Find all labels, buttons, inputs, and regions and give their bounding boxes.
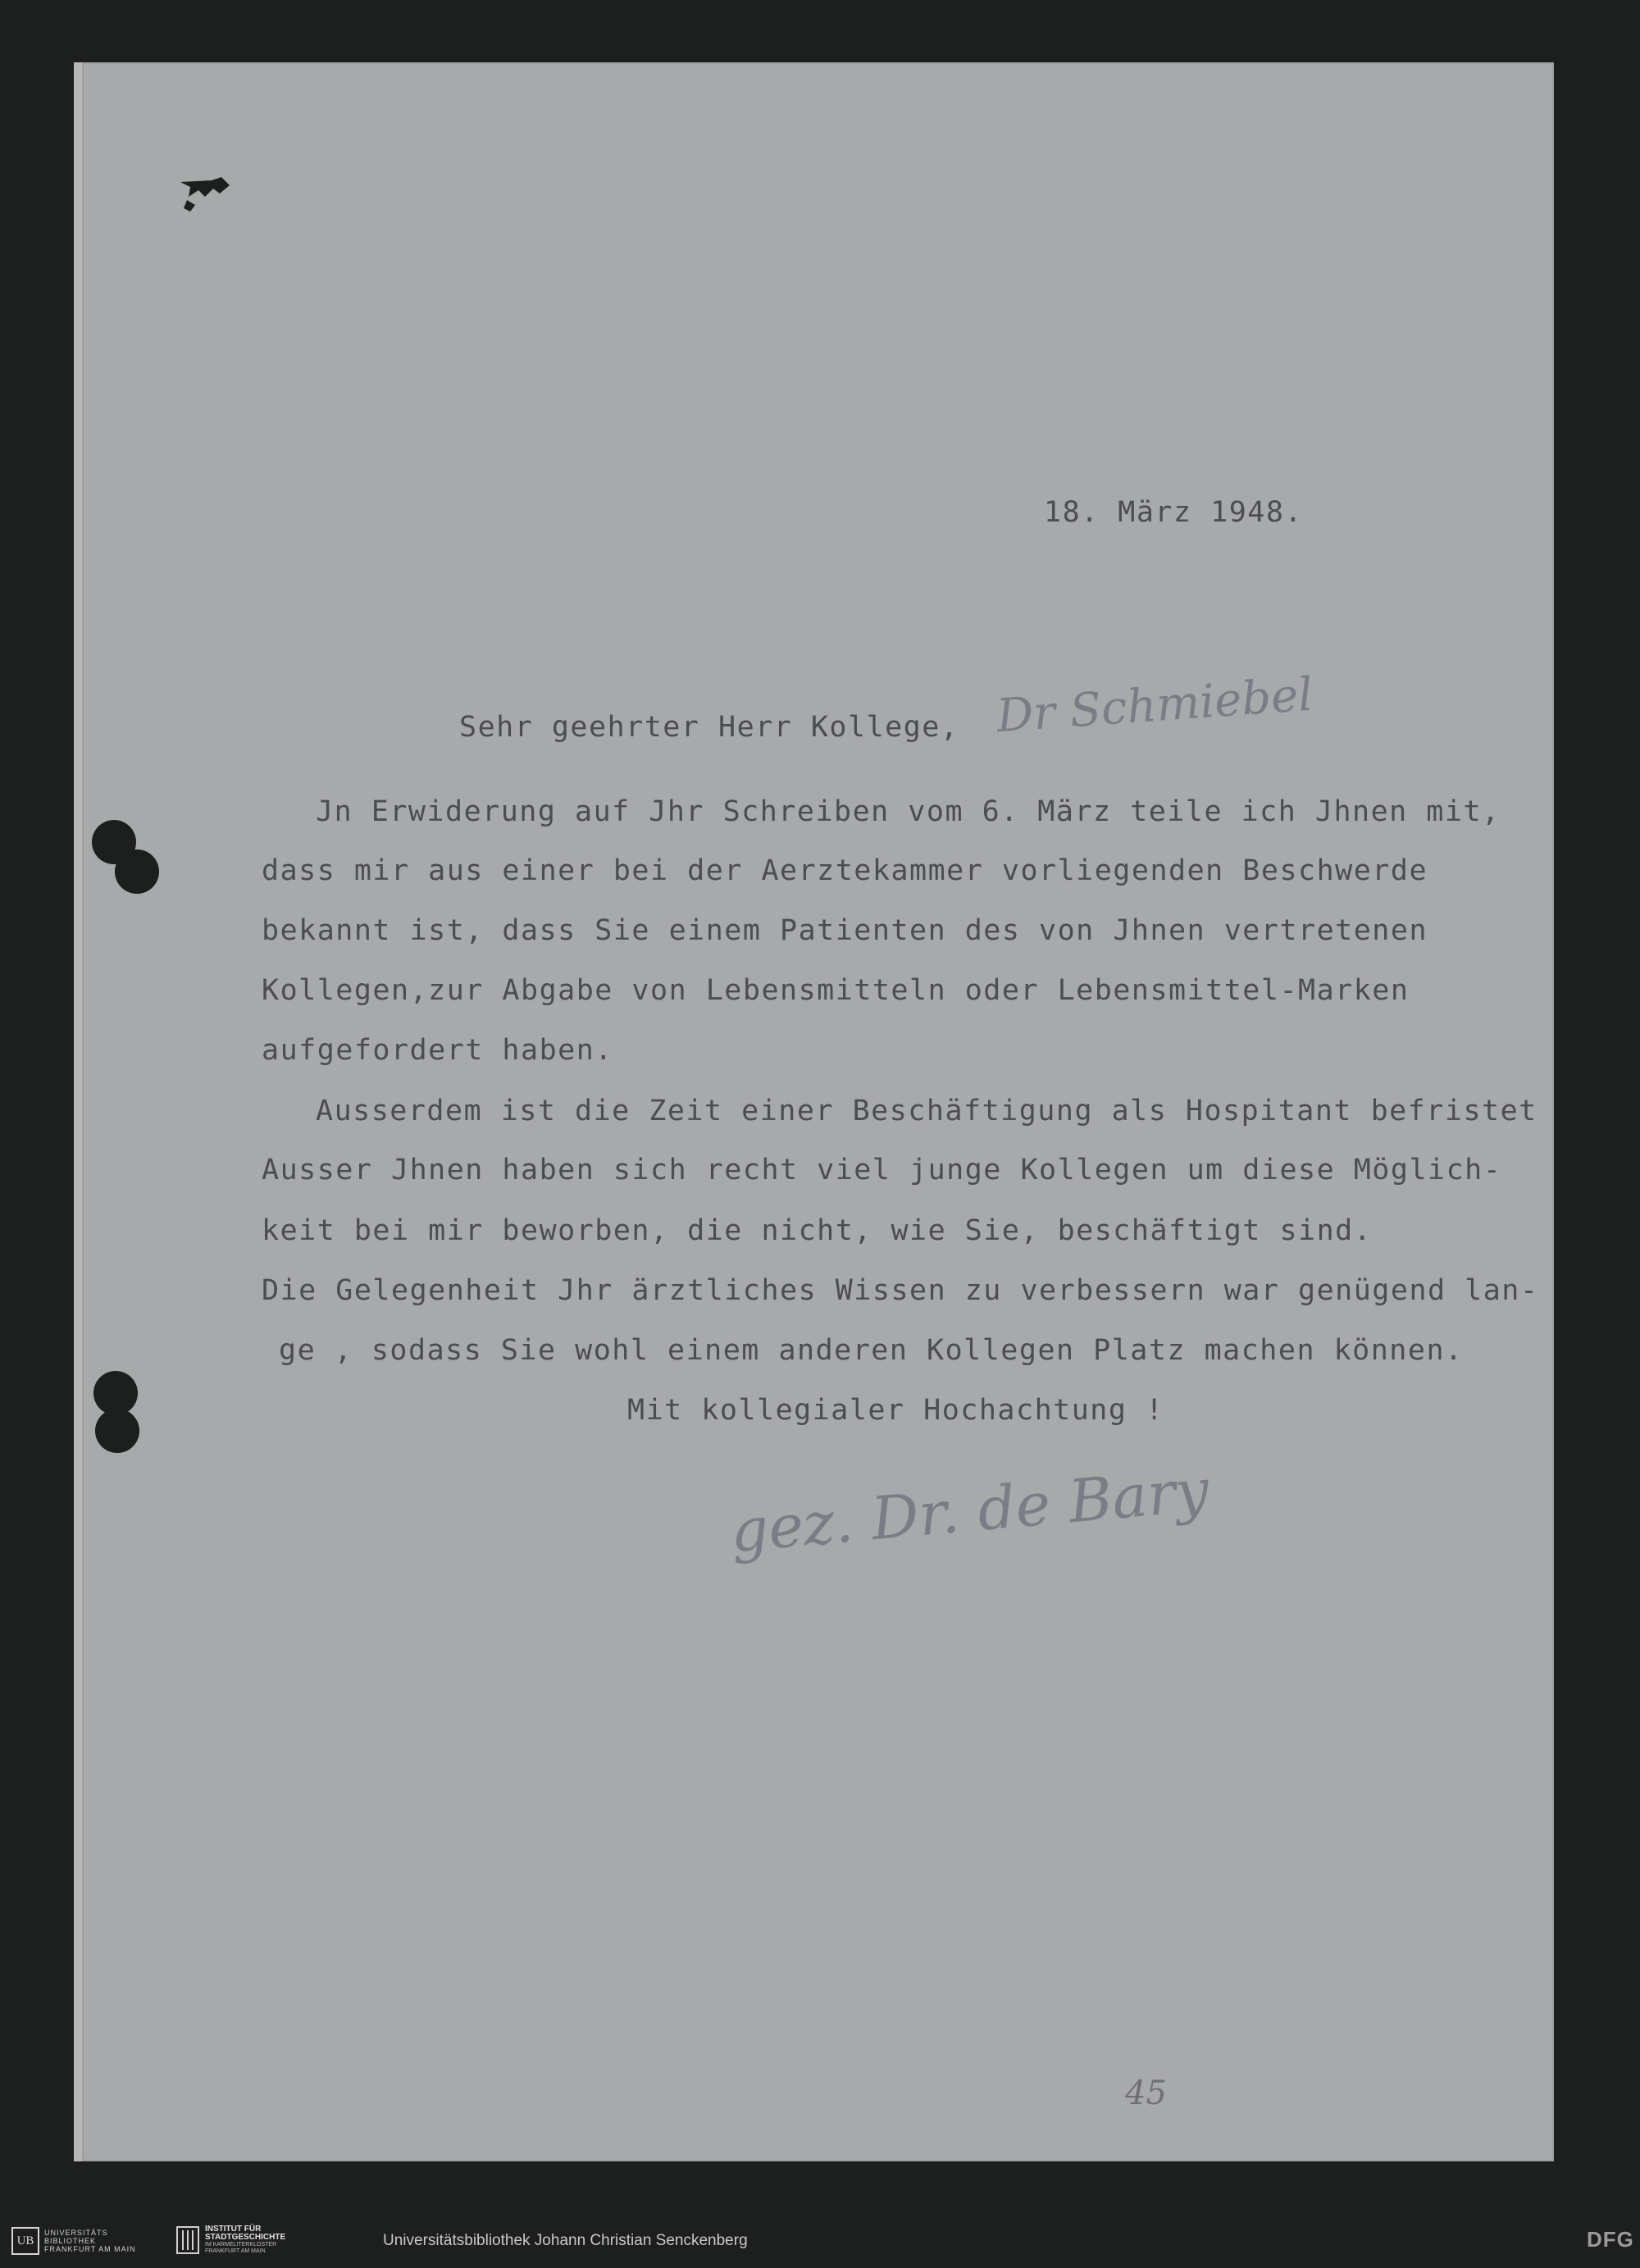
paragraph1-line-4: Kollegen,zur Abgabe von Lebensmitteln oder Lebensmittel-Marken <box>262 974 1410 1007</box>
paragraph1-line-1: Jn Erwiderung auf Jhr Schreiben vom 6. März teile ich Jhnen mit, <box>316 795 1501 828</box>
paragraph2-line-2: Ausser Jhnen haben sich recht viel junge Kollegen um diese Möglich- <box>262 1154 1502 1186</box>
institute-subtitle: IM KARMELITERKLOSTER FRANKFURT AM MAIN <box>205 2242 277 2254</box>
ub-logo-text: UNIVERSITÄTS BIBLIOTHEK FRANKFURT AM MAIN <box>44 2229 136 2253</box>
handwritten-signature: gez. Dr. de Bary <box>727 1455 1212 1566</box>
paragraph2-line-5: ge , sodass Sie wohl einem anderen Kollegen Platz machen können. <box>279 1334 1464 1367</box>
paragraph1-line-5: aufgefordert haben. <box>262 1034 613 1067</box>
institute-emblem-icon <box>175 2225 200 2255</box>
institute-title: INSTITUT FÜR STADTGESCHICHTE <box>205 2225 286 2242</box>
library-credit: Universitätsbibliothek Johann Christian Senckenberg <box>383 2232 748 2249</box>
institute-logo[interactable] <box>175 2225 285 2255</box>
paragraph1-line-2: dass mir aus einer bei der Aerztekammer vorliegenden Beschwerde <box>262 854 1428 887</box>
ub-logo[interactable] <box>11 2225 136 2257</box>
letter-closing: Mit kollegialer Hochachtung ! <box>627 1394 1164 1427</box>
footer-bar <box>0 2214 1640 2268</box>
paragraph2-line-1: Ausserdem ist die Zeit einer Beschäftigung als Hospitant befristet <box>316 1095 1538 1127</box>
torn-corner-mark <box>98 157 262 231</box>
paper-edge <box>74 62 82 2161</box>
ub-logo-mark: UB <box>11 2227 39 2255</box>
punch-hole-bottom-b <box>95 1409 139 1453</box>
paragraph1-line-3: bekannt ist, dass Sie einem Patienten des von Jhnen vertretenen <box>262 914 1428 947</box>
paragraph2-line-4: Die Gelegenheit Jhr ärztliches Wissen zu verbessern war genügend lan- <box>262 1274 1539 1307</box>
letter-salutation: Sehr geehrter Herr Kollege, <box>459 711 959 744</box>
letter-date: 18. März 1948. <box>1044 496 1304 529</box>
punch-hole-top-b <box>115 849 159 894</box>
dfg-logo[interactable]: DFG <box>1587 2227 1634 2252</box>
paragraph2-line-3: keit bei mir beworben, die nicht, wie Sie, beschäftigt sind. <box>262 1214 1373 1247</box>
handwritten-addressee: Dr Schmiebel <box>995 667 1315 744</box>
handwritten-page-number: 45 <box>1125 2074 1167 2112</box>
